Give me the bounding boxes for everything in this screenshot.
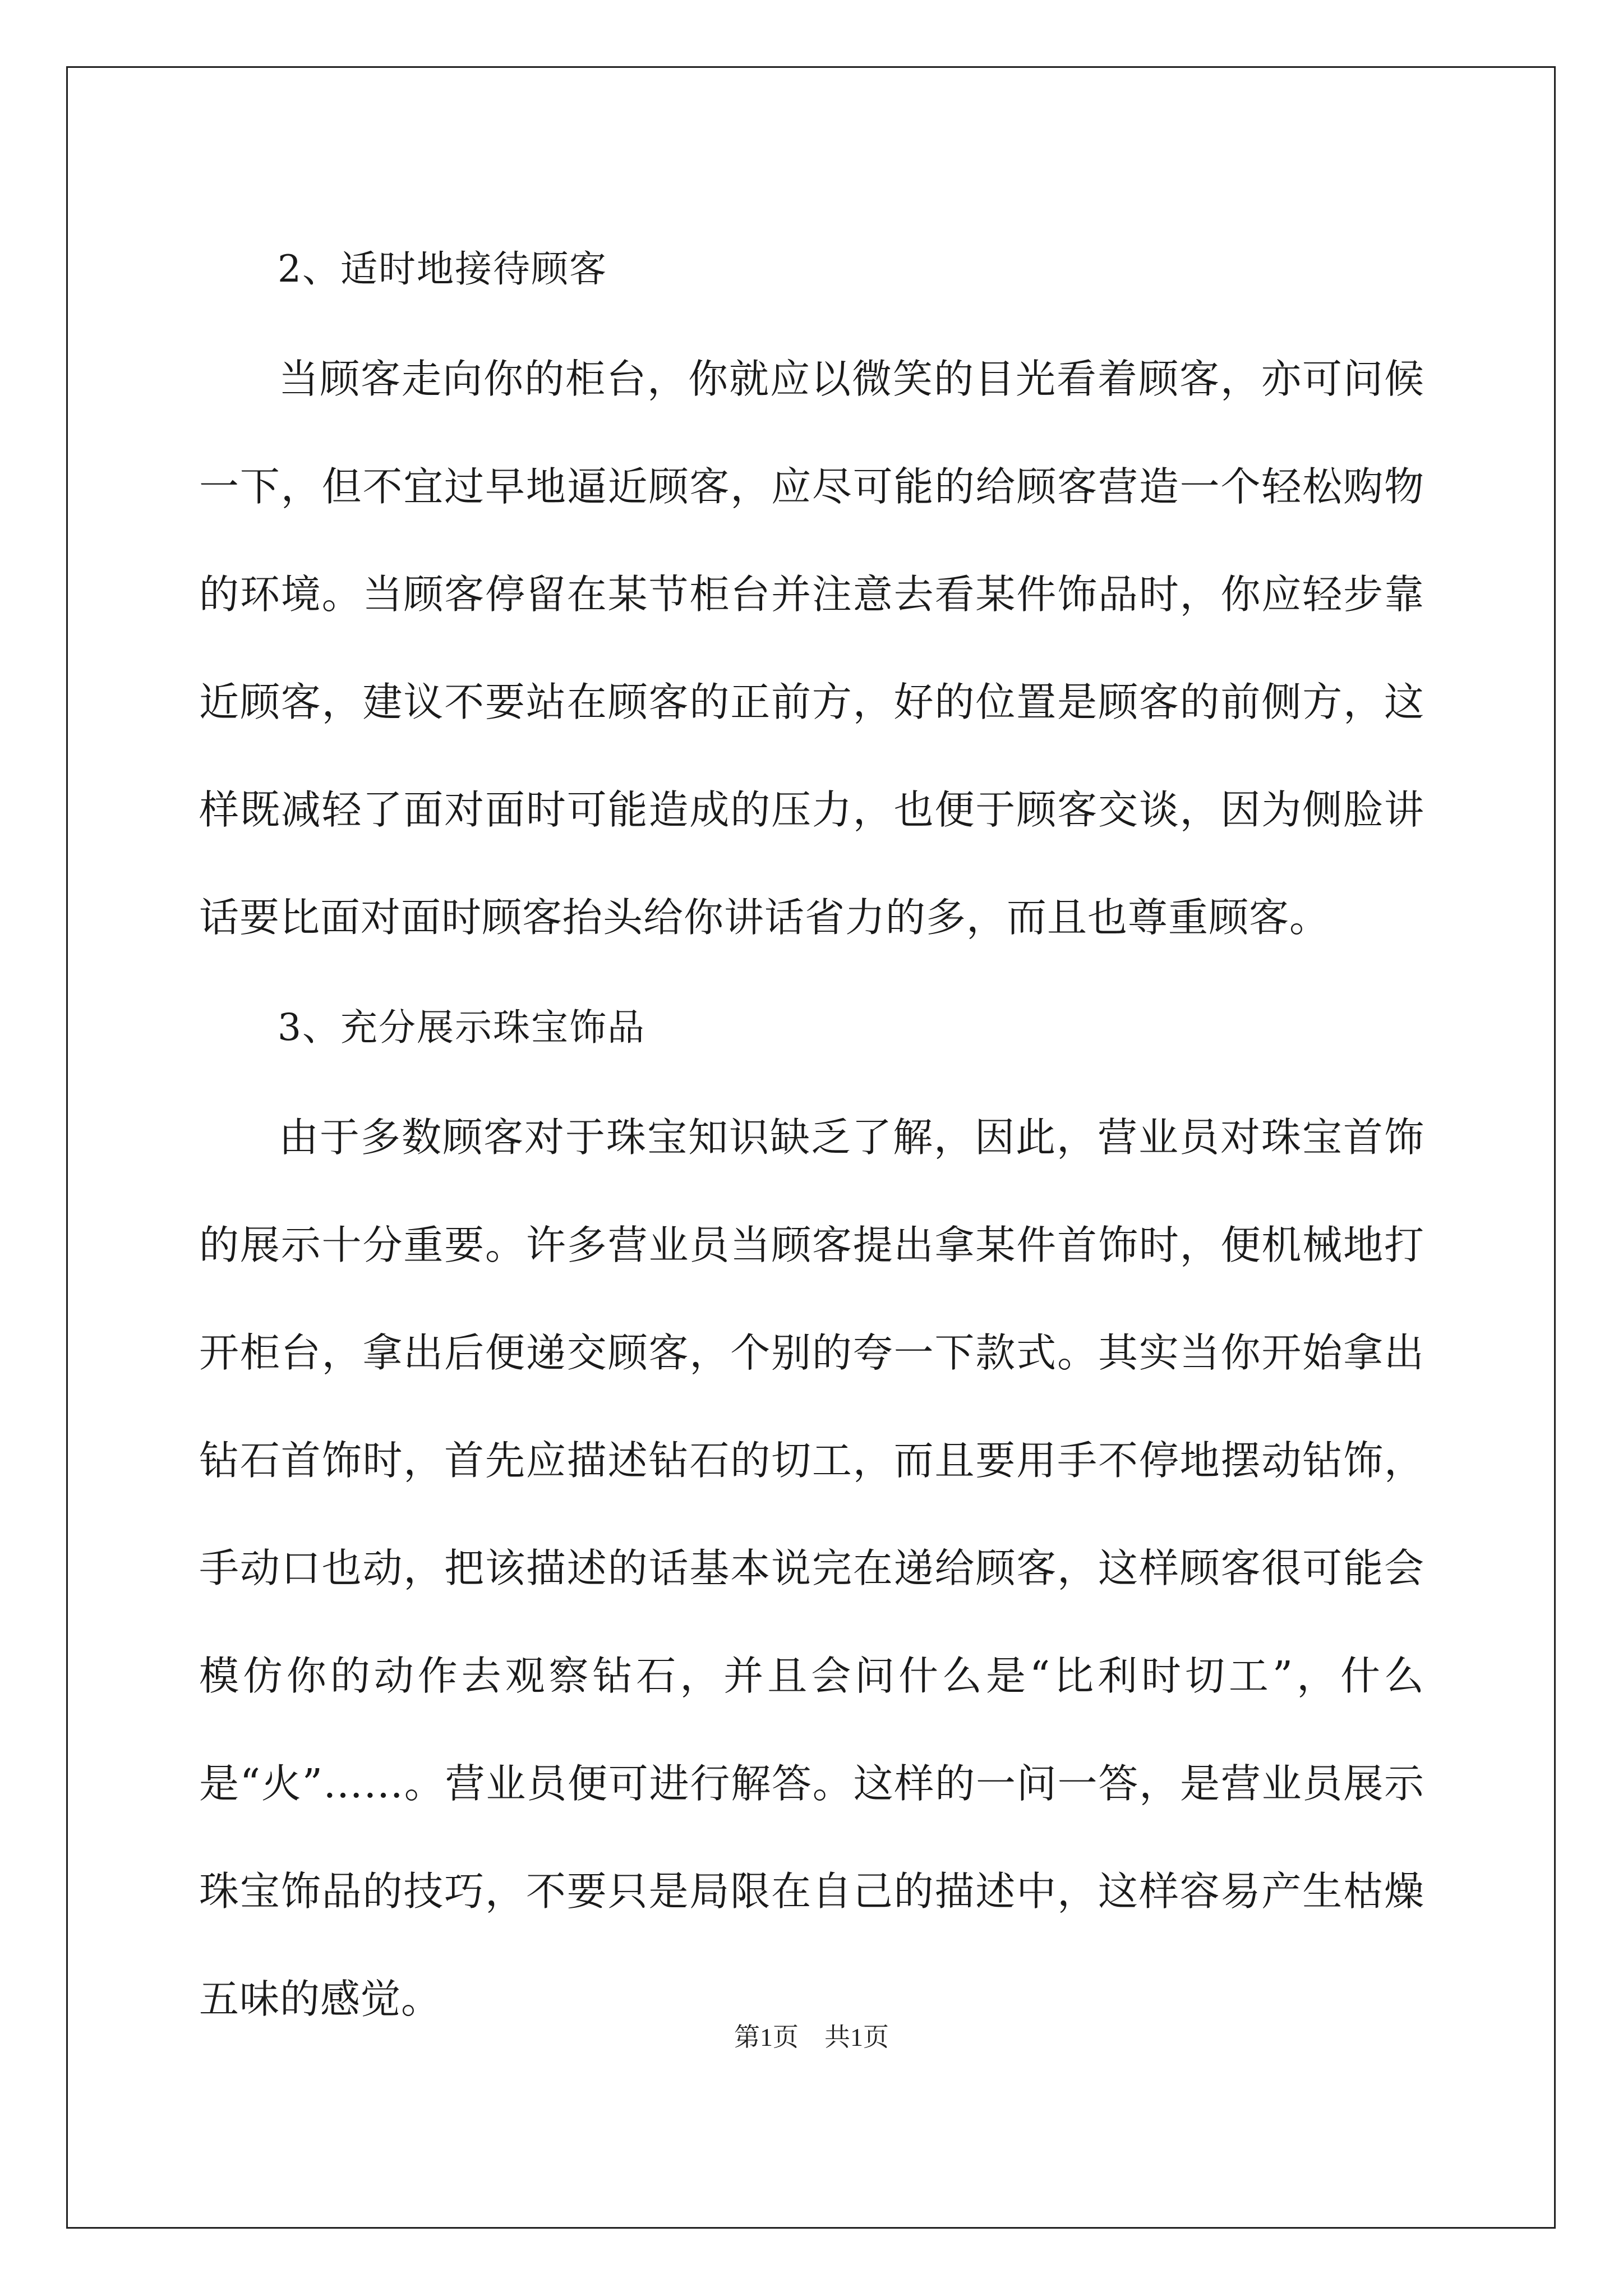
- document-body: [199, 213, 1424, 2053]
- page-footer: 第1页 共1页: [734, 2023, 889, 2051]
- section-heading: 2、适时地接待顾客: [278, 247, 607, 291]
- section-paragraph: 当顾客走向你的柜台，你就应以微笑的目光看着顾客，亦可问候一下，但不宜过早地逼近顾客，应尽可能的给顾客营造一个轻松购物的环境。当顾客停留在某节柜台并注意去看某件饰品时，你应轻步靠近顾客，建议不要站在顾客的正前方，好的位置是顾客的前侧方，这样既减轻了面对面时可能造成的压力，也便于顾客交谈，因为侧脸讲话要比面对面时顾客抬头给你讲话省力的多，而且也尊重顾客。: [199, 356, 1424, 941]
- section-heading: 3、充分展示珠宝饰品: [278, 1006, 645, 1049]
- section-paragraph: 由于多数顾客对于珠宝知识缺乏了解，因此，营业员对珠宝首饰的展示十分重要。许多营业员当顾客提出拿某件首饰时，便机械地打开柜台，拿出后便递交顾客，个别的夸一下款式。其实当你开始拿出钻石首饰时，首先应描述钻石的切工，而且要用手不停地摆动钻饰，手动口也动，把该描述的话基本说完在递给顾客，这样顾客很可能会模仿你的动作去观察钻石，并且会问什么是“比利时切工”，什么是“火”……。营业员便可进行解答。这样的一问一答，是营业员展示珠宝饰品的技巧，不要只是局限在自己的描述中，这样容易产生枯燥五味的感觉。: [199, 1114, 1424, 2022]
